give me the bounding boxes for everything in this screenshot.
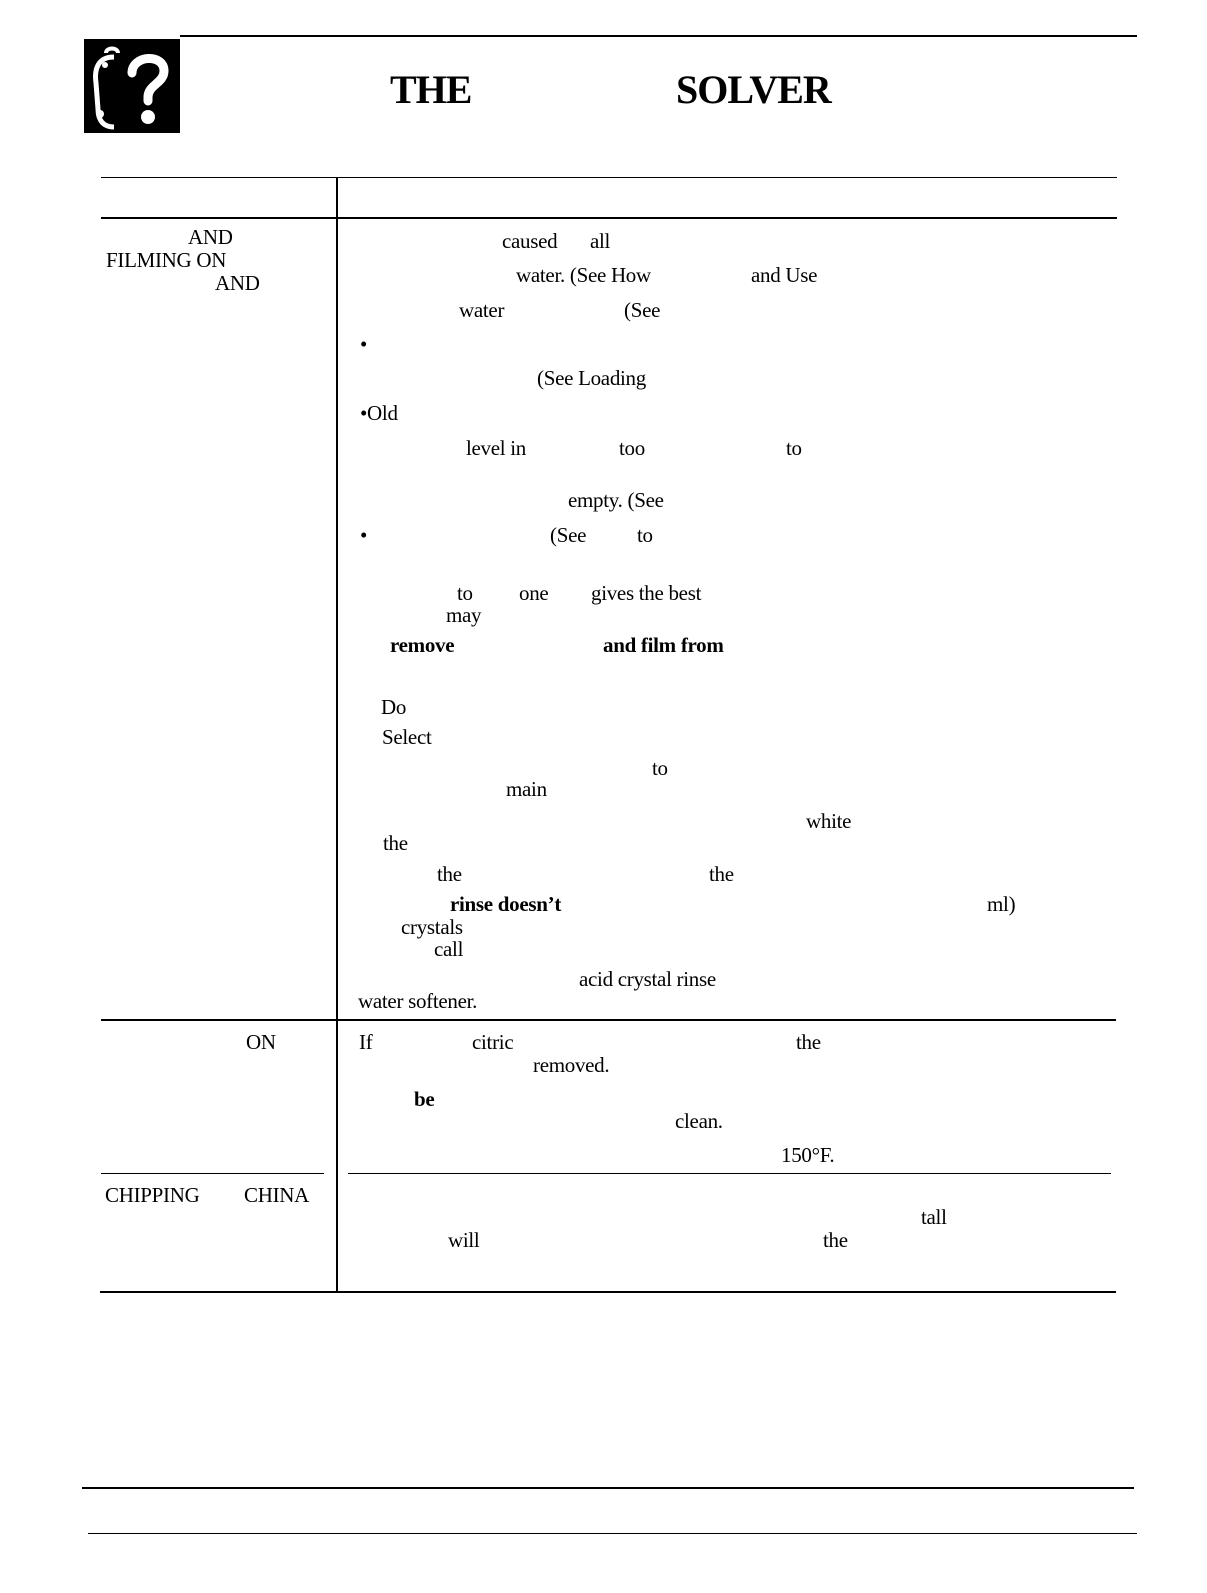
bullet: • xyxy=(360,523,368,547)
instruction-heading: remove xyxy=(390,633,455,657)
cause-text: may xyxy=(446,603,482,627)
page-title-right: SOLVER xyxy=(676,67,831,112)
step-text: water softener. xyxy=(358,989,478,1013)
cause-text: caused xyxy=(502,229,558,253)
step-text: Select xyxy=(382,725,432,749)
step-text: call xyxy=(434,937,464,961)
row-divider-2-left xyxy=(101,1173,324,1174)
step-text: ml) xyxy=(987,892,1016,916)
cause-text: one xyxy=(519,581,549,605)
step-text: the xyxy=(437,862,462,886)
step-text: the xyxy=(383,831,408,855)
table-header-rule xyxy=(101,217,1117,219)
cause-text: water xyxy=(459,298,505,322)
cause-text: (See xyxy=(624,298,661,322)
cause-text: (See Loading xyxy=(537,366,646,390)
bullet: • xyxy=(360,332,368,356)
table-bottom-rule xyxy=(100,1291,1116,1293)
problem-label-spots-2: FILMING ON xyxy=(106,248,227,272)
instruction-heading: and film from xyxy=(603,633,724,657)
chipping-text: will xyxy=(448,1228,480,1252)
cause-text: to xyxy=(786,436,802,460)
step-text: crystals xyxy=(401,915,463,939)
problem-label-spots-1: AND xyxy=(188,225,233,249)
cause-text: empty. (See xyxy=(568,488,664,512)
problem-label-chipping-2: CHINA xyxy=(244,1183,309,1207)
cause-text: too xyxy=(619,436,645,460)
row-divider-2-right xyxy=(348,1173,1111,1174)
chipping-text: the xyxy=(823,1228,848,1252)
footer-rule-top xyxy=(82,1487,1134,1489)
cause-text: (See xyxy=(550,523,587,547)
cause-text: water. (See How xyxy=(516,263,651,287)
cause-text: and Use xyxy=(751,263,818,287)
column-divider xyxy=(336,177,338,1292)
step-text: Do xyxy=(381,695,407,719)
step-text: the xyxy=(709,862,734,886)
etching-text: removed. xyxy=(533,1053,610,1077)
step-text: white xyxy=(806,809,852,833)
header-top-rule xyxy=(180,35,1137,37)
cause-text: all xyxy=(590,229,611,253)
etching-text: citric xyxy=(472,1030,514,1054)
step-text-bold: rinse doesn’t xyxy=(450,892,562,916)
troubleshooting-logo-question-icon xyxy=(84,39,180,133)
cause-text: to xyxy=(637,523,653,547)
cause-text: to xyxy=(457,581,473,605)
etching-text: the xyxy=(796,1030,821,1054)
problem-label-etching: ON xyxy=(246,1030,276,1054)
step-text: to xyxy=(652,756,668,780)
problem-label-spots-3: AND xyxy=(215,271,260,295)
cause-text: gives the best xyxy=(591,581,702,605)
cause-text: •Old xyxy=(360,401,398,425)
etching-text-bold: be xyxy=(414,1087,435,1111)
cause-text: level in xyxy=(466,436,526,460)
step-text: main xyxy=(506,777,547,801)
etching-text: 150°F. xyxy=(781,1143,835,1167)
row-divider-1 xyxy=(101,1019,1116,1021)
etching-text: clean. xyxy=(675,1109,723,1133)
step-text: acid crystal rinse xyxy=(579,967,716,991)
chipping-text: tall xyxy=(921,1205,947,1229)
etching-text: If xyxy=(359,1030,373,1054)
footer-rule-bottom xyxy=(88,1533,1137,1534)
table-top-rule xyxy=(101,177,1117,178)
problem-label-chipping-1: CHIPPING xyxy=(105,1183,200,1207)
page-title-left: THE xyxy=(390,67,472,112)
